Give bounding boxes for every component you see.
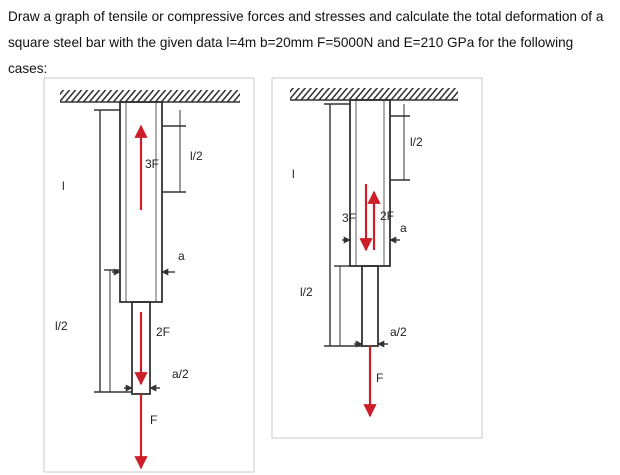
left-label-2F: 2F <box>156 325 171 339</box>
problem-line-2: square steel bar with the given data l=4m b=20mm F=5000N and E=210 GPa for the following cases: <box>8 35 574 76</box>
left-label-l: l <box>62 179 65 193</box>
right-label-F: F <box>376 371 384 385</box>
left-label-a2: a/2 <box>172 367 189 381</box>
left-label-F: F <box>150 413 158 427</box>
left-label-a: a <box>178 249 185 263</box>
right-ceiling-hatch <box>290 88 458 100</box>
left-label-3F: 3F <box>145 157 160 171</box>
right-label-a: a <box>400 221 407 235</box>
right-label-l2-lower: l/2 <box>300 285 313 299</box>
right-label-a2: a/2 <box>390 325 407 339</box>
left-label-l2-lower: l/2 <box>55 319 68 333</box>
right-label-l2-upper: l/2 <box>410 135 423 149</box>
right-lower-bar <box>362 266 378 346</box>
left-figure <box>60 90 240 394</box>
problem-line-1: Draw a graph of tensile or compressive forces and stresses and calculate the total deformation of a <box>8 9 604 24</box>
left-ceiling-hatch <box>60 90 240 102</box>
right-label-3F: 3F <box>342 211 357 225</box>
right-label-2F: 2F <box>380 209 395 223</box>
left-label-l2-upper: l/2 <box>190 149 203 163</box>
right-label-l: l <box>292 167 295 181</box>
left-figure-frame <box>44 78 254 472</box>
